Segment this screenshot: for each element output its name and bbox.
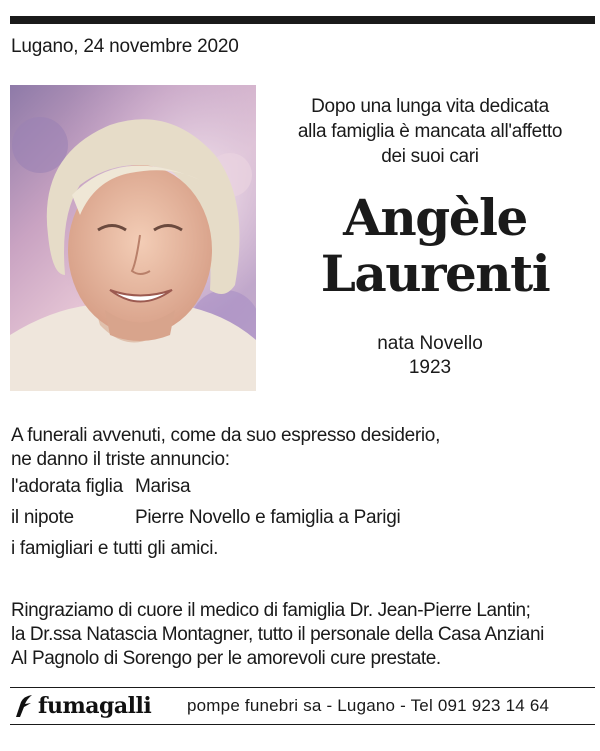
thanks-line: Al Pagnolo di Sorengo per le amorevoli cure prestate. xyxy=(11,648,441,669)
portrait-photo xyxy=(10,85,256,391)
intro-line: dei suoi cari xyxy=(381,146,479,167)
maiden-name: nata Novello xyxy=(377,333,483,354)
birth-info xyxy=(330,332,530,380)
thanks-line: la Dr.ssa Natascia Montagner, tutto il personale della Casa Anziani xyxy=(11,624,544,645)
birth-year: 1923 xyxy=(408,357,452,378)
thanks-text xyxy=(11,599,596,671)
footer-rule-top xyxy=(10,687,595,688)
top-rule xyxy=(10,16,595,24)
announcement xyxy=(11,424,591,472)
footer xyxy=(10,690,595,722)
thanks-line: Ringraziamo di cuore il medico di famiglia Dr. Jean-Pierre Lantin; xyxy=(11,600,531,621)
deceased-name xyxy=(275,190,595,302)
brand-flame-icon xyxy=(12,693,34,719)
intro-line: Dopo una lunga vita dedicata xyxy=(311,96,549,117)
place-date: Lugano, 24 novembre 2020 xyxy=(11,36,239,57)
announcement-line: ne danno il triste annuncio: xyxy=(11,449,230,470)
family-role: il nipote xyxy=(11,507,74,528)
family-role: l'adorata figlia xyxy=(11,476,123,497)
intro-line: alla famiglia è mancata all'affetto xyxy=(297,121,563,142)
intro-text xyxy=(280,94,580,169)
brand-logo xyxy=(12,693,151,719)
brand-name: fumagalli xyxy=(38,693,152,719)
announcement-line: A funerali avvenuti, come da suo espresso desiderio, xyxy=(11,425,441,446)
family-role: i famigliari e tutti gli amici. xyxy=(11,538,219,559)
first-name: Angèle xyxy=(343,188,527,247)
family-member: Pierre Novello e famiglia a Parigi xyxy=(135,507,401,528)
family-member: Marisa xyxy=(135,476,191,497)
last-name: Laurenti xyxy=(320,244,550,303)
footer-rule-bottom xyxy=(10,724,595,725)
footer-details: pompe funebri sa - Lugano - Tel 091 923 14 64 xyxy=(187,696,550,715)
